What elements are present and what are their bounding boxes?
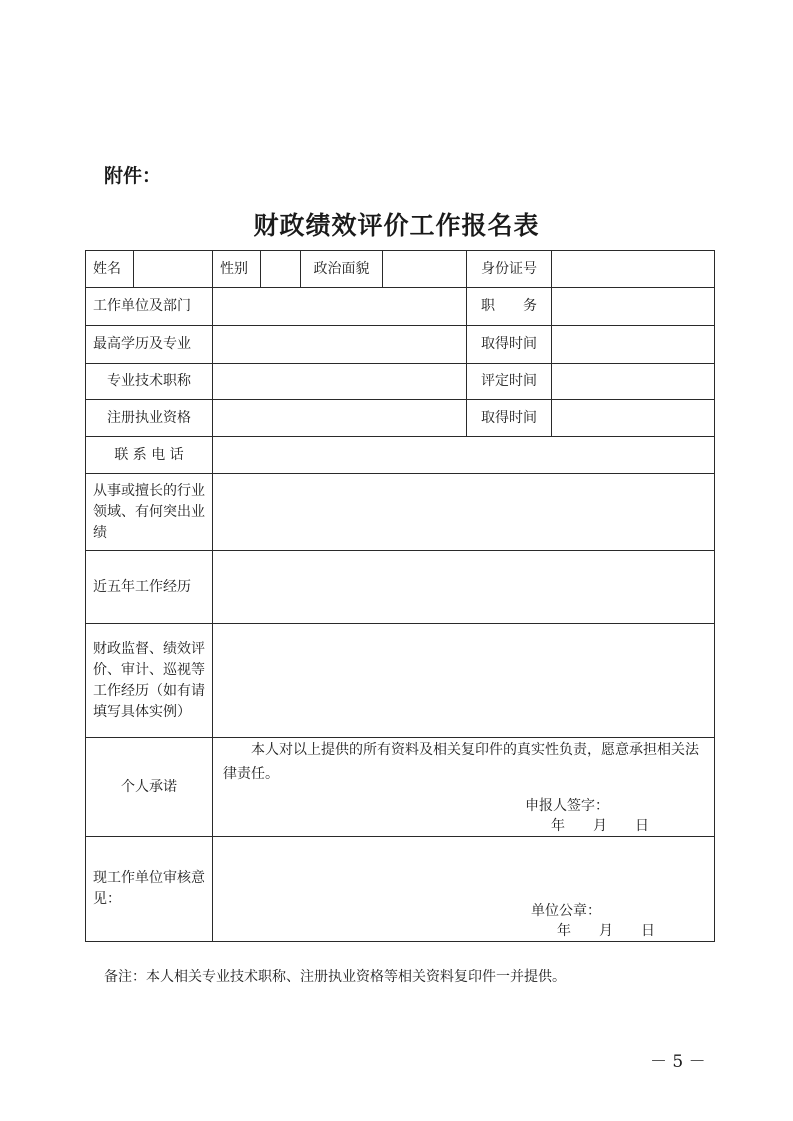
professional-title-field[interactable] <box>213 364 467 400</box>
row-education <box>86 326 715 364</box>
applicant-signature-label: 申报人签字： <box>525 798 609 814</box>
row-unit-review <box>86 837 715 942</box>
form-title: 财政绩效评价工作报名表 <box>253 211 540 240</box>
experience-field[interactable] <box>213 551 715 624</box>
workplace-label: 工作单位及部门 <box>86 288 213 326</box>
row-experience <box>86 551 715 624</box>
page-number: － 5 － <box>650 1052 706 1072</box>
pledge-label: 个人承诺 <box>86 738 213 837</box>
pledge-cell <box>213 738 715 837</box>
position-field[interactable] <box>552 288 715 326</box>
attachment-label: 附件： <box>104 165 162 187</box>
qualification-time-label: 取得时间 <box>467 400 552 437</box>
political-label: 政治面貌 <box>301 251 383 288</box>
id-number-field[interactable] <box>552 251 715 288</box>
title-time-field[interactable] <box>552 364 715 400</box>
seal-date: 年 月 日 <box>557 923 655 939</box>
experience-label: 近五年工作经历 <box>86 551 213 624</box>
education-label: 最高学历及专业 <box>86 326 213 364</box>
registration-form-table <box>85 250 715 942</box>
position-label: 职 务 <box>467 288 552 326</box>
unit-seal-label: 单位公章： <box>531 903 601 919</box>
pledge-text: 本人对以上提供的所有资料及相关复印件的真实性负责，愿意承担相关法律责任。 <box>223 742 699 782</box>
row-basic-info <box>86 251 715 288</box>
unit-review-label: 现工作单位审核意见： <box>86 837 213 942</box>
phone-field[interactable] <box>213 437 715 474</box>
row-expertise <box>86 474 715 551</box>
phone-label: 联 系 电 话 <box>86 437 213 474</box>
id-number-label: 身份证号 <box>467 251 552 288</box>
title-time-label: 评定时间 <box>467 364 552 400</box>
education-time-label: 取得时间 <box>467 326 552 364</box>
finance-experience-field[interactable] <box>213 624 715 738</box>
signature-date: 年 月 日 <box>551 818 649 834</box>
education-field[interactable] <box>213 326 467 364</box>
row-workplace <box>86 288 715 326</box>
education-time-field[interactable] <box>552 326 715 364</box>
qualification-field[interactable] <box>213 400 467 437</box>
row-phone <box>86 437 715 474</box>
unit-review-cell[interactable] <box>213 837 715 942</box>
footnote: 备注：本人相关专业技术职称、注册执业资格等相关资料复印件一并提供。 <box>104 969 566 985</box>
name-label: 姓名 <box>86 251 134 288</box>
gender-field[interactable] <box>261 251 301 288</box>
expertise-label: 从事或擅长的行业领域、有何突出业绩 <box>86 474 213 551</box>
name-field[interactable] <box>134 251 213 288</box>
row-finance-experience <box>86 624 715 738</box>
row-professional-title <box>86 364 715 400</box>
row-pledge <box>86 738 715 837</box>
qualification-label: 注册执业资格 <box>86 400 213 437</box>
professional-title-label: 专业技术职称 <box>86 364 213 400</box>
expertise-field[interactable] <box>213 474 715 551</box>
political-field[interactable] <box>383 251 467 288</box>
gender-label: 性别 <box>213 251 261 288</box>
workplace-field[interactable] <box>213 288 467 326</box>
finance-experience-label: 财政监督、绩效评价、审计、巡视等工作经历（如有请填写具体实例） <box>86 624 213 738</box>
row-qualification <box>86 400 715 437</box>
qualification-time-field[interactable] <box>552 400 715 437</box>
